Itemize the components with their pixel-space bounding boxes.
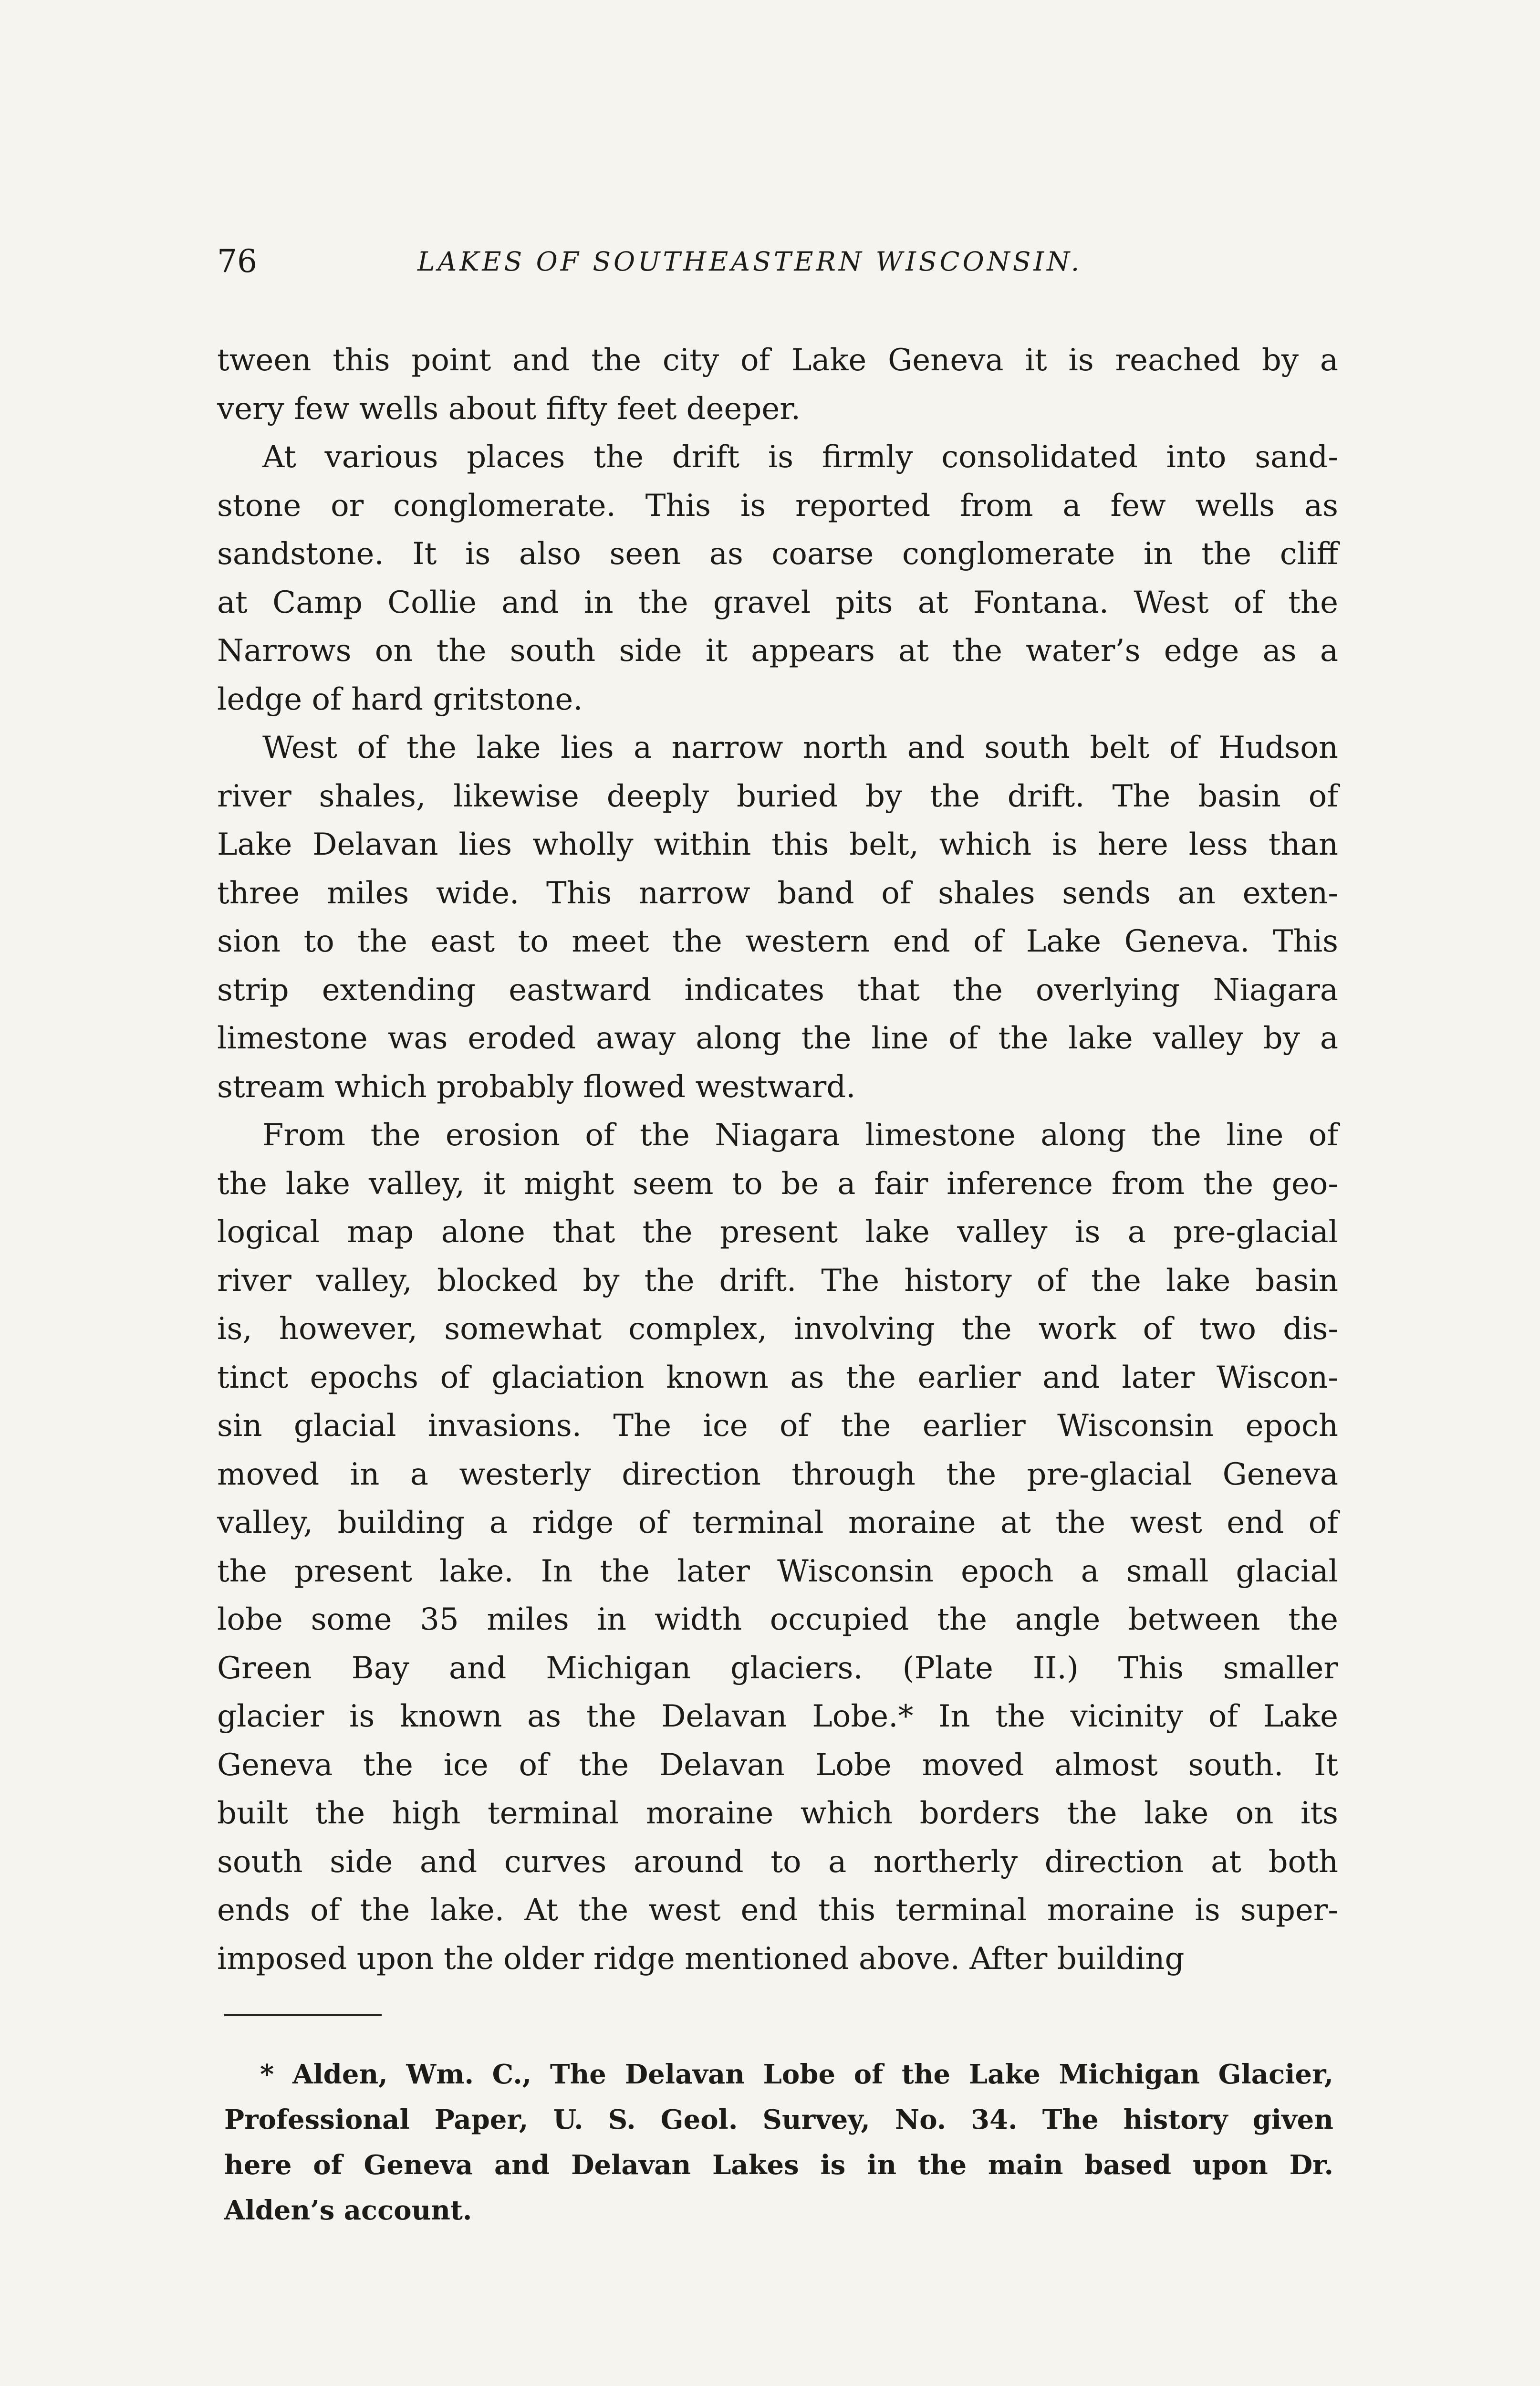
text-line: the lake valley, it might seem to be a fair inference from the geo- — [217, 1166, 1338, 1202]
footnote-line: Professional Paper, U. S. Geol. Survey, No. 34. The history given — [224, 2104, 1333, 2135]
text-line: tween this point and the city of Lake Geneva it is reached by a — [217, 343, 1338, 378]
paragraph — [217, 433, 1338, 724]
text-line: Green Bay and Michigan glaciers. (Plate II.) This smaller — [217, 1650, 1338, 1686]
text-line: moved in a westerly direction through the pre-glacial Geneva — [217, 1456, 1338, 1492]
body-text — [217, 336, 1338, 1983]
text-line: valley, building a ridge of terminal moraine at the west end of — [217, 1505, 1338, 1540]
text-line: river shales, likewise deeply buried by the drift. The basin of — [217, 778, 1338, 814]
text-line: built the high terminal moraine which borders the lake on its — [217, 1796, 1338, 1831]
text-line: Lake Delavan lies wholly within this belt, which is here less than — [217, 827, 1338, 862]
text-line: the present lake. In the later Wisconsin epoch a small glacial — [217, 1553, 1338, 1589]
text-line: ends of the lake. At the west end this terminal moraine is super- — [217, 1893, 1338, 1928]
text-line: limestone was eroded away along the line of the lake valley by a — [217, 1021, 1338, 1056]
footnote-line: here of Geneva and Delavan Lakes is in the main based upon Dr. — [224, 2149, 1333, 2181]
text-line: south side and curves around to a northerly direction at both — [217, 1844, 1338, 1880]
footnote-line: Alden’s account. — [224, 2195, 472, 2226]
text-line: From the erosion of the Niagara limestone along the line of — [262, 1118, 1338, 1153]
text-line: Geneva the ice of the Delavan Lobe moved almost south. It — [217, 1747, 1338, 1783]
text-line: tinct epochs of glaciation known as the earlier and later Wiscon- — [217, 1360, 1338, 1395]
footnote-line: * Alden, Wm. C., The Delavan Lobe of the Lake Michigan Glacier, — [260, 2059, 1333, 2090]
footnote — [224, 2052, 1333, 2233]
text-line: sandstone. It is also seen as coarse conglomerate in the cliff — [217, 536, 1338, 572]
text-line: very few wells about fifty feet deeper. — [217, 391, 801, 427]
paragraph — [217, 724, 1338, 1111]
text-line: river valley, blocked by the drift. The history of the lake basin — [217, 1263, 1338, 1298]
page-number: 76 — [217, 243, 257, 280]
footnote-rule — [224, 2014, 382, 2016]
text-line: imposed upon the older ridge mentioned above. After building — [217, 1941, 1185, 1977]
text-line: at Camp Collie and in the gravel pits at Fontana. West of the — [217, 585, 1338, 620]
text-line: strip extending eastward indicates that the overlying Niagara — [217, 972, 1338, 1008]
running-head: LAKES OF SOUTHEASTERN WISCONSIN. — [417, 246, 1082, 277]
text-line: sion to the east to meet the western end of Lake Geneva. This — [217, 924, 1338, 959]
text-line: Narrows on the south side it appears at the water’s edge as a — [217, 633, 1338, 669]
page-header — [217, 242, 1350, 281]
text-line: ledge of hard gritstone. — [217, 681, 583, 717]
paragraph — [217, 1111, 1338, 1983]
text-line: lobe some 35 miles in width occupied the angle between the — [217, 1602, 1338, 1637]
text-line: is, however, somewhat complex, involving the work of two dis- — [217, 1311, 1338, 1347]
text-line: logical map alone that the present lake valley is a pre-glacial — [217, 1214, 1338, 1250]
text-line: At various places the drift is firmly consolidated into sand- — [262, 440, 1338, 475]
text-line: three miles wide. This narrow band of shales sends an exten- — [217, 875, 1338, 911]
paragraph — [217, 336, 1338, 433]
text-line: West of the lake lies a narrow north and south belt of Hudson — [262, 730, 1338, 765]
text-line: stone or conglomerate. This is reported from a few wells as — [217, 488, 1338, 523]
text-line: stream which probably flowed westward. — [217, 1069, 856, 1105]
text-line: glacier is known as the Delavan Lobe.* In the vicinity of Lake — [217, 1699, 1338, 1734]
text-line: sin glacial invasions. The ice of the earlier Wisconsin epoch — [217, 1408, 1338, 1444]
